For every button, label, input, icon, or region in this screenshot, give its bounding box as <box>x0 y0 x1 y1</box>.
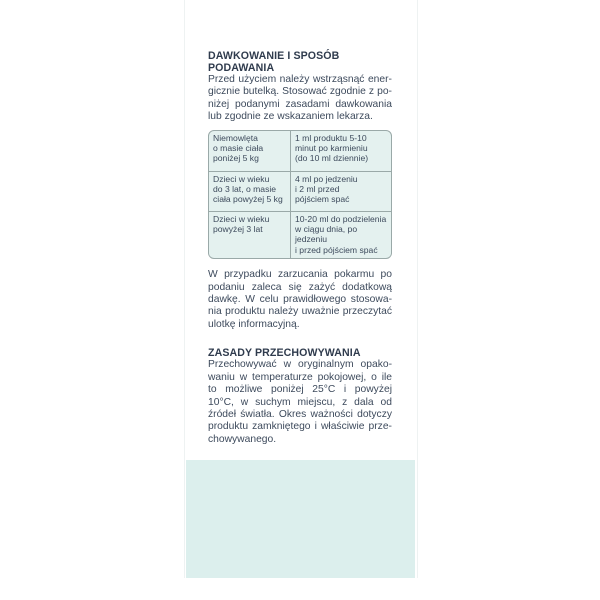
cell-line: i przed pójściem spać <box>295 244 378 255</box>
cell-line: pójściem spać <box>295 194 350 205</box>
text-line: niżej podanymi zasadami dawkowania <box>208 98 392 110</box>
dose-cell <box>291 211 391 259</box>
cell-line: 10-20 ml do podzielenia <box>295 213 387 224</box>
cell-line: o masie ciała <box>213 143 264 154</box>
dose-cell <box>291 171 391 211</box>
storage-heading: ZASADY PRZECHOWYWANIA <box>208 347 361 360</box>
dosage-note <box>208 269 392 331</box>
text-line: produktu zamkniętego i właściwie prze- <box>208 421 392 433</box>
dosage-heading <box>208 50 392 74</box>
cell-line: w ciągu dnia, po jedzeniu <box>295 224 358 245</box>
age-cell <box>209 211 291 259</box>
cell-line: do 3 lat, o masie <box>213 184 277 195</box>
text-line: źródeł światła. Okres ważności dotyczy <box>208 408 392 420</box>
leaflet-content <box>208 50 392 446</box>
cell-line: minut po karmieniu <box>295 143 368 154</box>
text-line: to możliwe poniżej 25°C i powyżej <box>208 384 392 396</box>
dosage-heading-line: DAWKOWANIE I SPOSÓB <box>208 50 340 62</box>
cell-line: poniżej 5 kg <box>213 153 259 164</box>
cell-line: Niemowlęta <box>213 132 258 143</box>
dosage-row <box>209 211 391 259</box>
text-line: W przypadku zarzucania pokarmu po <box>208 269 392 281</box>
text-line: Przed użyciem należy wstrząsnąć ener- <box>208 74 392 85</box>
footer-color-box <box>186 460 415 578</box>
text-line: lub zgodnie ze wskazaniem lekarza. <box>208 111 373 123</box>
dosage-intro <box>208 74 392 124</box>
cell-line: Dzieci w wieku <box>213 213 270 224</box>
text-line: waniu w temperaturze pokojowej, o ile <box>208 371 392 383</box>
cell-line: powyżej 3 lat <box>213 224 263 235</box>
dosage-row <box>209 171 391 211</box>
cell-line: i 2 ml przed <box>295 184 340 195</box>
dosage-heading-line: PODAWANIA <box>208 62 275 74</box>
dose-cell <box>291 131 391 171</box>
cell-line: 1 ml produktu 5-10 <box>295 132 367 143</box>
dosage-table <box>208 130 392 260</box>
text-line: Przechowywać w oryginalnym opako- <box>208 359 392 371</box>
storage-text <box>208 359 392 446</box>
text-line: 10°C, w suchym miejscu, z dala od <box>208 396 392 408</box>
text-line: gicznie butelką. Stosować zgodnie z po- <box>208 86 392 98</box>
text-line: ulotkę informacyjną. <box>208 318 300 330</box>
cell-line: ciała powyżej 5 kg <box>213 194 283 205</box>
text-line: chowywanego. <box>208 433 277 445</box>
cell-line: (do 10 ml dziennie) <box>295 153 369 164</box>
age-cell <box>209 131 291 171</box>
age-cell <box>209 171 291 211</box>
dosage-row <box>209 131 391 171</box>
cell-line: 4 ml po jedzeniu <box>295 173 358 184</box>
text-line: podaniu zaleca się zażyć dodatkową <box>208 281 392 293</box>
text-line: nia produktu należy uważnie przeczytać <box>208 306 392 318</box>
text-line: dawkę. W celu prawidłowego stosowa- <box>208 294 392 306</box>
cell-line: Dzieci w wieku <box>213 173 270 184</box>
